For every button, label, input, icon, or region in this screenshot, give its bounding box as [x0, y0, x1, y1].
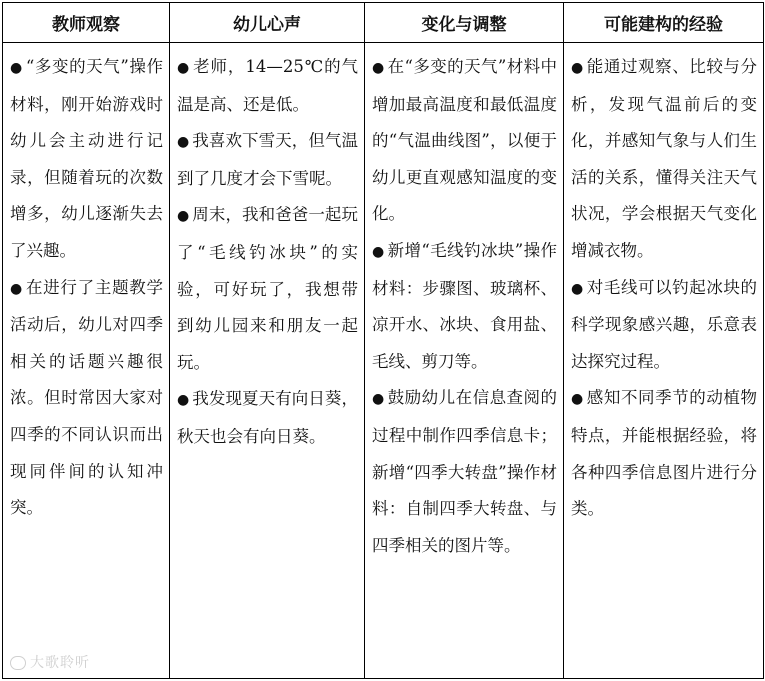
content-row	[3, 43, 764, 679]
list-item: ● 对毛线可以钓起冰块的科学现象感兴趣，乐意表达探究过程。	[571, 277, 757, 371]
list-item: ● “多变的天气”操作材料，刚开始游戏时幼儿会主动进行记录，但随着玩的次数增多，幼儿逐渐失去了兴趣。	[10, 57, 164, 260]
list-item: ● 能通过观察、比较与分析，发现气温前后的变化，并感知气象与人们生活的关系，懂得关注天气状况，学会根据天气变化增减衣物。	[571, 57, 757, 260]
bullet-icon: ●	[372, 243, 385, 260]
list-item: ● 感知不同季节的动植物特点，并能根据经验，将各种四季信息图片进行分类。	[571, 388, 757, 519]
header-row	[3, 3, 764, 43]
bullet-icon: ●	[571, 60, 584, 76]
watermark-logo-icon	[10, 656, 26, 670]
col-change-adjust	[365, 43, 564, 679]
col-teacher-observation	[3, 43, 170, 679]
list-item: ● 老师，14—25℃的气温是高、还是低。	[177, 57, 358, 114]
col-possible-experience	[564, 43, 764, 679]
bullet-icon: ●	[10, 60, 23, 76]
bullet-icon: ●	[571, 391, 584, 408]
bullet-icon: ●	[177, 208, 190, 225]
bullet-icon: ●	[177, 134, 190, 151]
list-item: ● 在进行了主题教学活动后，幼儿对四季相关的话题兴趣很浓。但时常因大家对四季的不同认识而出现同伴间的认知冲突。	[10, 277, 164, 518]
bullet-icon: ●	[177, 60, 191, 76]
bullet-icon: ●	[177, 392, 190, 409]
list-item: ● 我喜欢下雪天，但气温到了几度才会下雪呢。	[177, 131, 358, 188]
list-item: ● 周末，我和爸爸一起玩了“毛线钓冰块”的实验，可好玩了，我想带到幼儿园来和朋友一起玩。	[177, 205, 358, 372]
header-child-voice: 幼儿心声	[170, 3, 365, 43]
list-item: ● 鼓励幼儿在信息查阅的过程中制作四季信息卡；新增“四季大转盘”操作材料：自制四季大转盘、与四季相关的图片等。	[372, 388, 558, 555]
bullet-icon: ●	[372, 391, 385, 408]
list-item: ● 我发现夏天有向日葵，秋天也会有向日葵。	[177, 389, 358, 446]
header-possible-experience: 可能建构的经验	[564, 3, 764, 43]
bullet-icon: ●	[372, 60, 385, 76]
watermark	[10, 652, 90, 672]
header-teacher-observation: 教师观察	[3, 3, 170, 43]
list-item: ● 在“多变的天气”材料中增加最高温度和最低温度的“气温曲线图”，以便于幼儿更直观感知温度的变化。	[372, 57, 558, 224]
bullet-icon: ●	[10, 280, 23, 297]
observation-table	[2, 2, 764, 679]
col-child-voice	[170, 43, 365, 679]
list-item: ● 新增“毛线钓冰块”操作材料：步骤图、玻璃杯、凉开水、冰块、食用盐、毛线、剪刀等。	[372, 240, 558, 371]
watermark-text: 大歌聆听	[30, 655, 90, 671]
bullet-icon: ●	[571, 280, 584, 297]
header-change-adjust: 变化与调整	[365, 3, 564, 43]
